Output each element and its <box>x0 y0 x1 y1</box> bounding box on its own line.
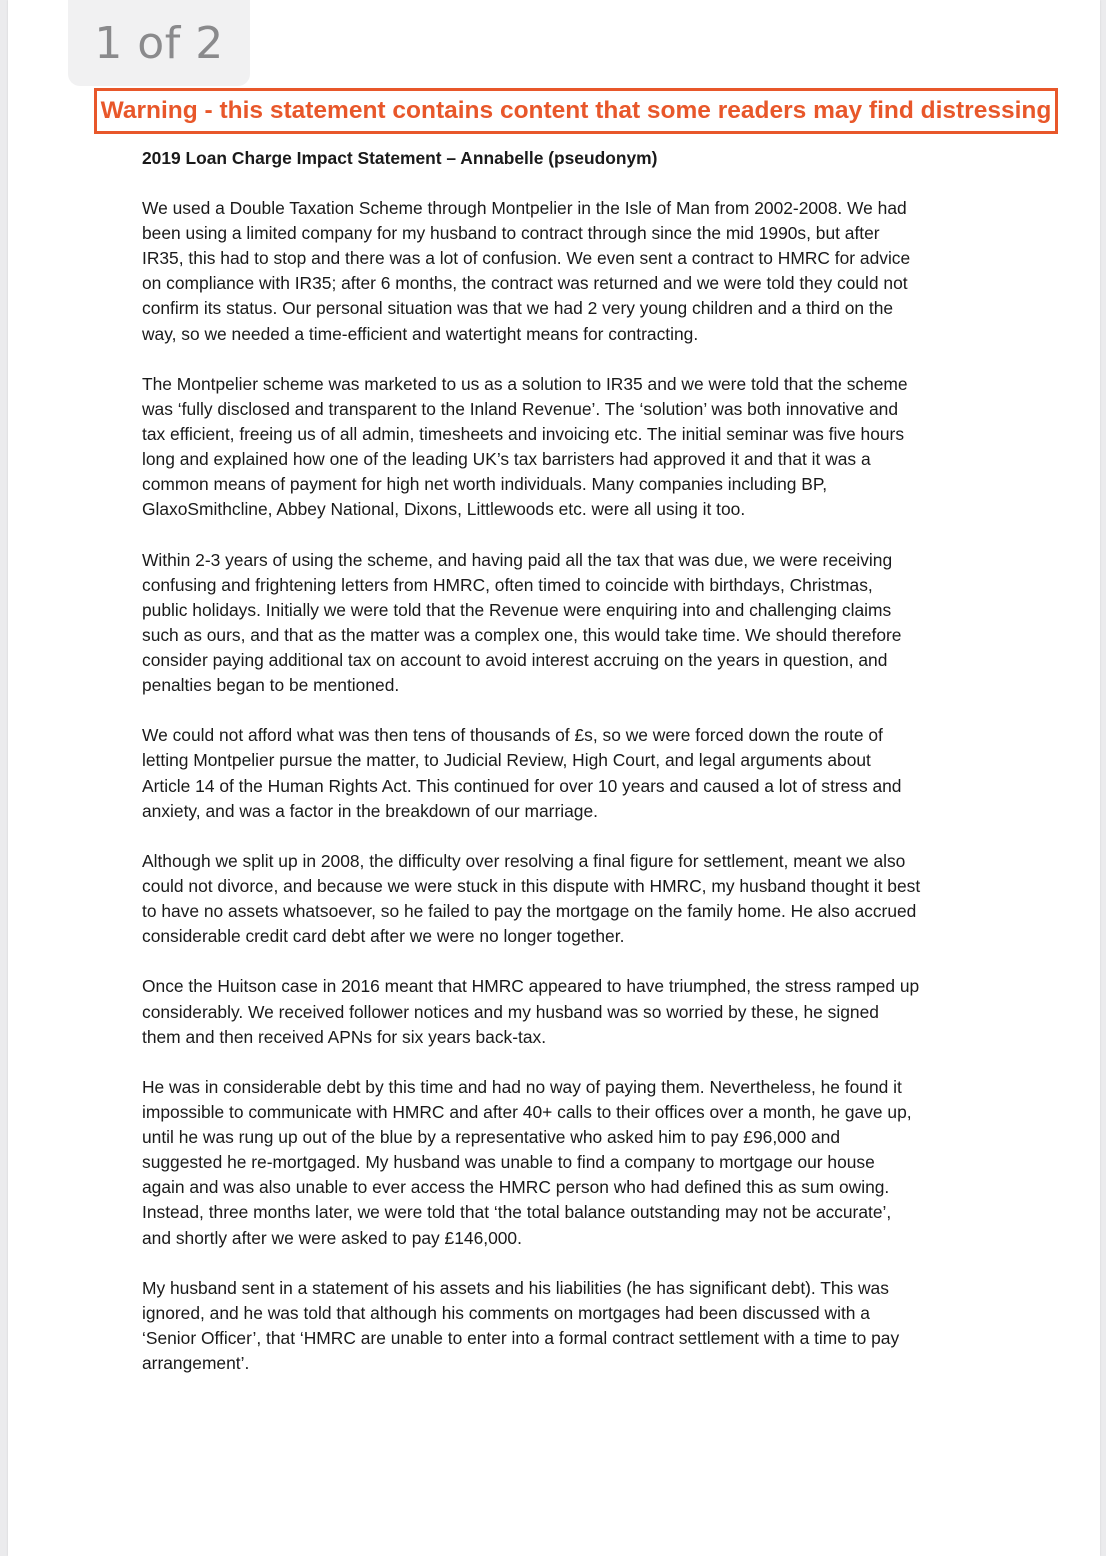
paragraph-line: Once the Huitson case in 2016 meant that HMRC appeared to have triumphed, the stress ramped up <box>142 976 920 997</box>
paragraph-line: The Montpelier scheme was marketed to us as a solution to IR35 and we were told that the scheme <box>142 373 908 394</box>
paragraph-line: penalties began to be mentioned. <box>142 675 400 696</box>
paragraph-line: suggested he re-mortgaged. My husband was unable to find a company to mortgage our house <box>142 1152 875 1173</box>
paragraph-line: common means of payment for high net worth individuals. Many companies including BP, <box>142 474 828 495</box>
paragraph-line: confirm its status. Our personal situation was that we had 2 very young children and a third on the <box>142 298 894 319</box>
paragraph <box>142 372 1002 523</box>
paragraph-line: confusing and frightening letters from HMRC, often timed to coincide with birthdays, Christmas, <box>142 574 873 595</box>
paragraph-line: and shortly after we were asked to pay £146,000. <box>142 1227 522 1248</box>
paragraph-line: them and then received APNs for six years back-tax. <box>142 1026 547 1047</box>
paragraph-line: ignored, and he was told that although his comments on mortgages had been discussed with a <box>142 1302 870 1323</box>
paragraph-line: considerable credit card debt after we were no longer together. <box>142 926 625 947</box>
paragraph-line: been using a limited company for my husband to contract through since the mid 1990s, but after <box>142 223 880 244</box>
content-warning-text: Warning - this statement contains content that some readers may find distressing <box>100 97 1052 124</box>
paragraph-line: impossible to communicate with HMRC and after 40+ calls to their offices over a month, he gave up, <box>142 1102 912 1123</box>
paragraph-line: ‘Senior Officer’, that ‘HMRC are unable to enter into a formal contract settlement with a time to pay <box>142 1327 900 1348</box>
paragraph-line: again and was also unable to ever access the HMRC person who had defined this as sum owing. <box>142 1177 890 1198</box>
paragraph-line: long and explained how one of the leading UK’s tax barristers had approved it and that it was a <box>142 449 871 470</box>
paragraph-line: anxiety, and was a factor in the breakdown of our marriage. <box>142 800 598 821</box>
paragraph-line: such as ours, and that as the matter was a complex one, this would take time. We should therefore <box>142 624 902 645</box>
paragraph-line: He was in considerable debt by this time and had no way of paying them. Nevertheless, he found it <box>142 1076 902 1097</box>
paragraph-line: on compliance with IR35; after 6 months, the contract was returned and we were told they could not <box>142 273 908 294</box>
paragraph-line: tax efficient, freeing us of all admin, timesheets and invoicing etc. The initial seminar was five hours <box>142 424 905 445</box>
paragraph-line: Although we split up in 2008, the difficulty over resolving a final figure for settlement, meant we also <box>142 850 906 871</box>
paragraph-line: letting Montpelier pursue the matter, to Judicial Review, High Court, and legal arguments about <box>142 750 871 771</box>
paragraph <box>142 1075 1002 1251</box>
paragraph-line: was ‘fully disclosed and transparent to the Inland Revenue’. The ‘solution’ was both innovative and <box>142 398 898 419</box>
paragraph <box>142 723 1002 823</box>
paragraph-line: We could not afford what was then tens of thousands of £s, so we were forced down the route of <box>142 725 883 746</box>
paragraph-line: consider paying additional tax on account to avoid interest accruing on the years in question, and <box>142 649 888 670</box>
paragraph-line: Article 14 of the Human Rights Act. This continued for over 10 years and caused a lot of stress and <box>142 775 902 796</box>
paragraph-line: to have no assets whatsoever, so he failed to pay the mortgage on the family home. He also accrued <box>142 901 917 922</box>
paragraph <box>142 974 1002 1049</box>
paragraph-line: Within 2-3 years of using the scheme, and having paid all the tax that was due, we were receiving <box>142 549 893 570</box>
paragraph <box>142 548 1002 699</box>
document-body <box>142 146 1002 1401</box>
page-indicator-label: 1 of 2 <box>94 17 224 69</box>
paragraph-list <box>142 196 1002 1376</box>
paragraph-line: IR35, this had to stop and there was a lot of confusion. We even sent a contract to HMRC for advice <box>142 248 911 269</box>
paragraph-line: My husband sent in a statement of his assets and his liabilities (he has significant debt). This was <box>142 1277 889 1298</box>
paragraph-line: way, so we needed a time-efficient and watertight means for contracting. <box>142 323 699 344</box>
content-warning-banner <box>94 88 1058 134</box>
paragraph-line: considerably. We received follower notices and my husband was so worried by these, he signed <box>142 1001 879 1022</box>
paragraph <box>142 1276 1002 1376</box>
page-indicator <box>68 0 250 86</box>
document-title: 2019 Loan Charge Impact Statement – Annabelle (pseudonym) <box>142 148 658 168</box>
paragraph-line: GlaxoSmithcline, Abbey National, Dixons, Littlewoods etc. were all using it too. <box>142 499 746 520</box>
paragraph <box>142 849 1002 949</box>
paragraph-line: We used a Double Taxation Scheme through Montpelier in the Isle of Man from 2002-2008. We had <box>142 198 907 219</box>
paragraph-line: Instead, three months later, we were told that ‘the total balance outstanding may not be accurate’, <box>142 1202 892 1223</box>
paragraph-line: could not divorce, and because we were stuck in this dispute with HMRC, my husband thought it best <box>142 876 921 896</box>
paragraph-line: public holidays. Initially we were told that the Revenue were enquiring into and challenging claims <box>142 599 892 620</box>
paragraph <box>142 196 1002 347</box>
paragraph-line: until he was rung up out of the blue by a representative who asked him to pay £96,000 and <box>142 1127 841 1148</box>
paragraph-line: arrangement’. <box>142 1353 250 1374</box>
